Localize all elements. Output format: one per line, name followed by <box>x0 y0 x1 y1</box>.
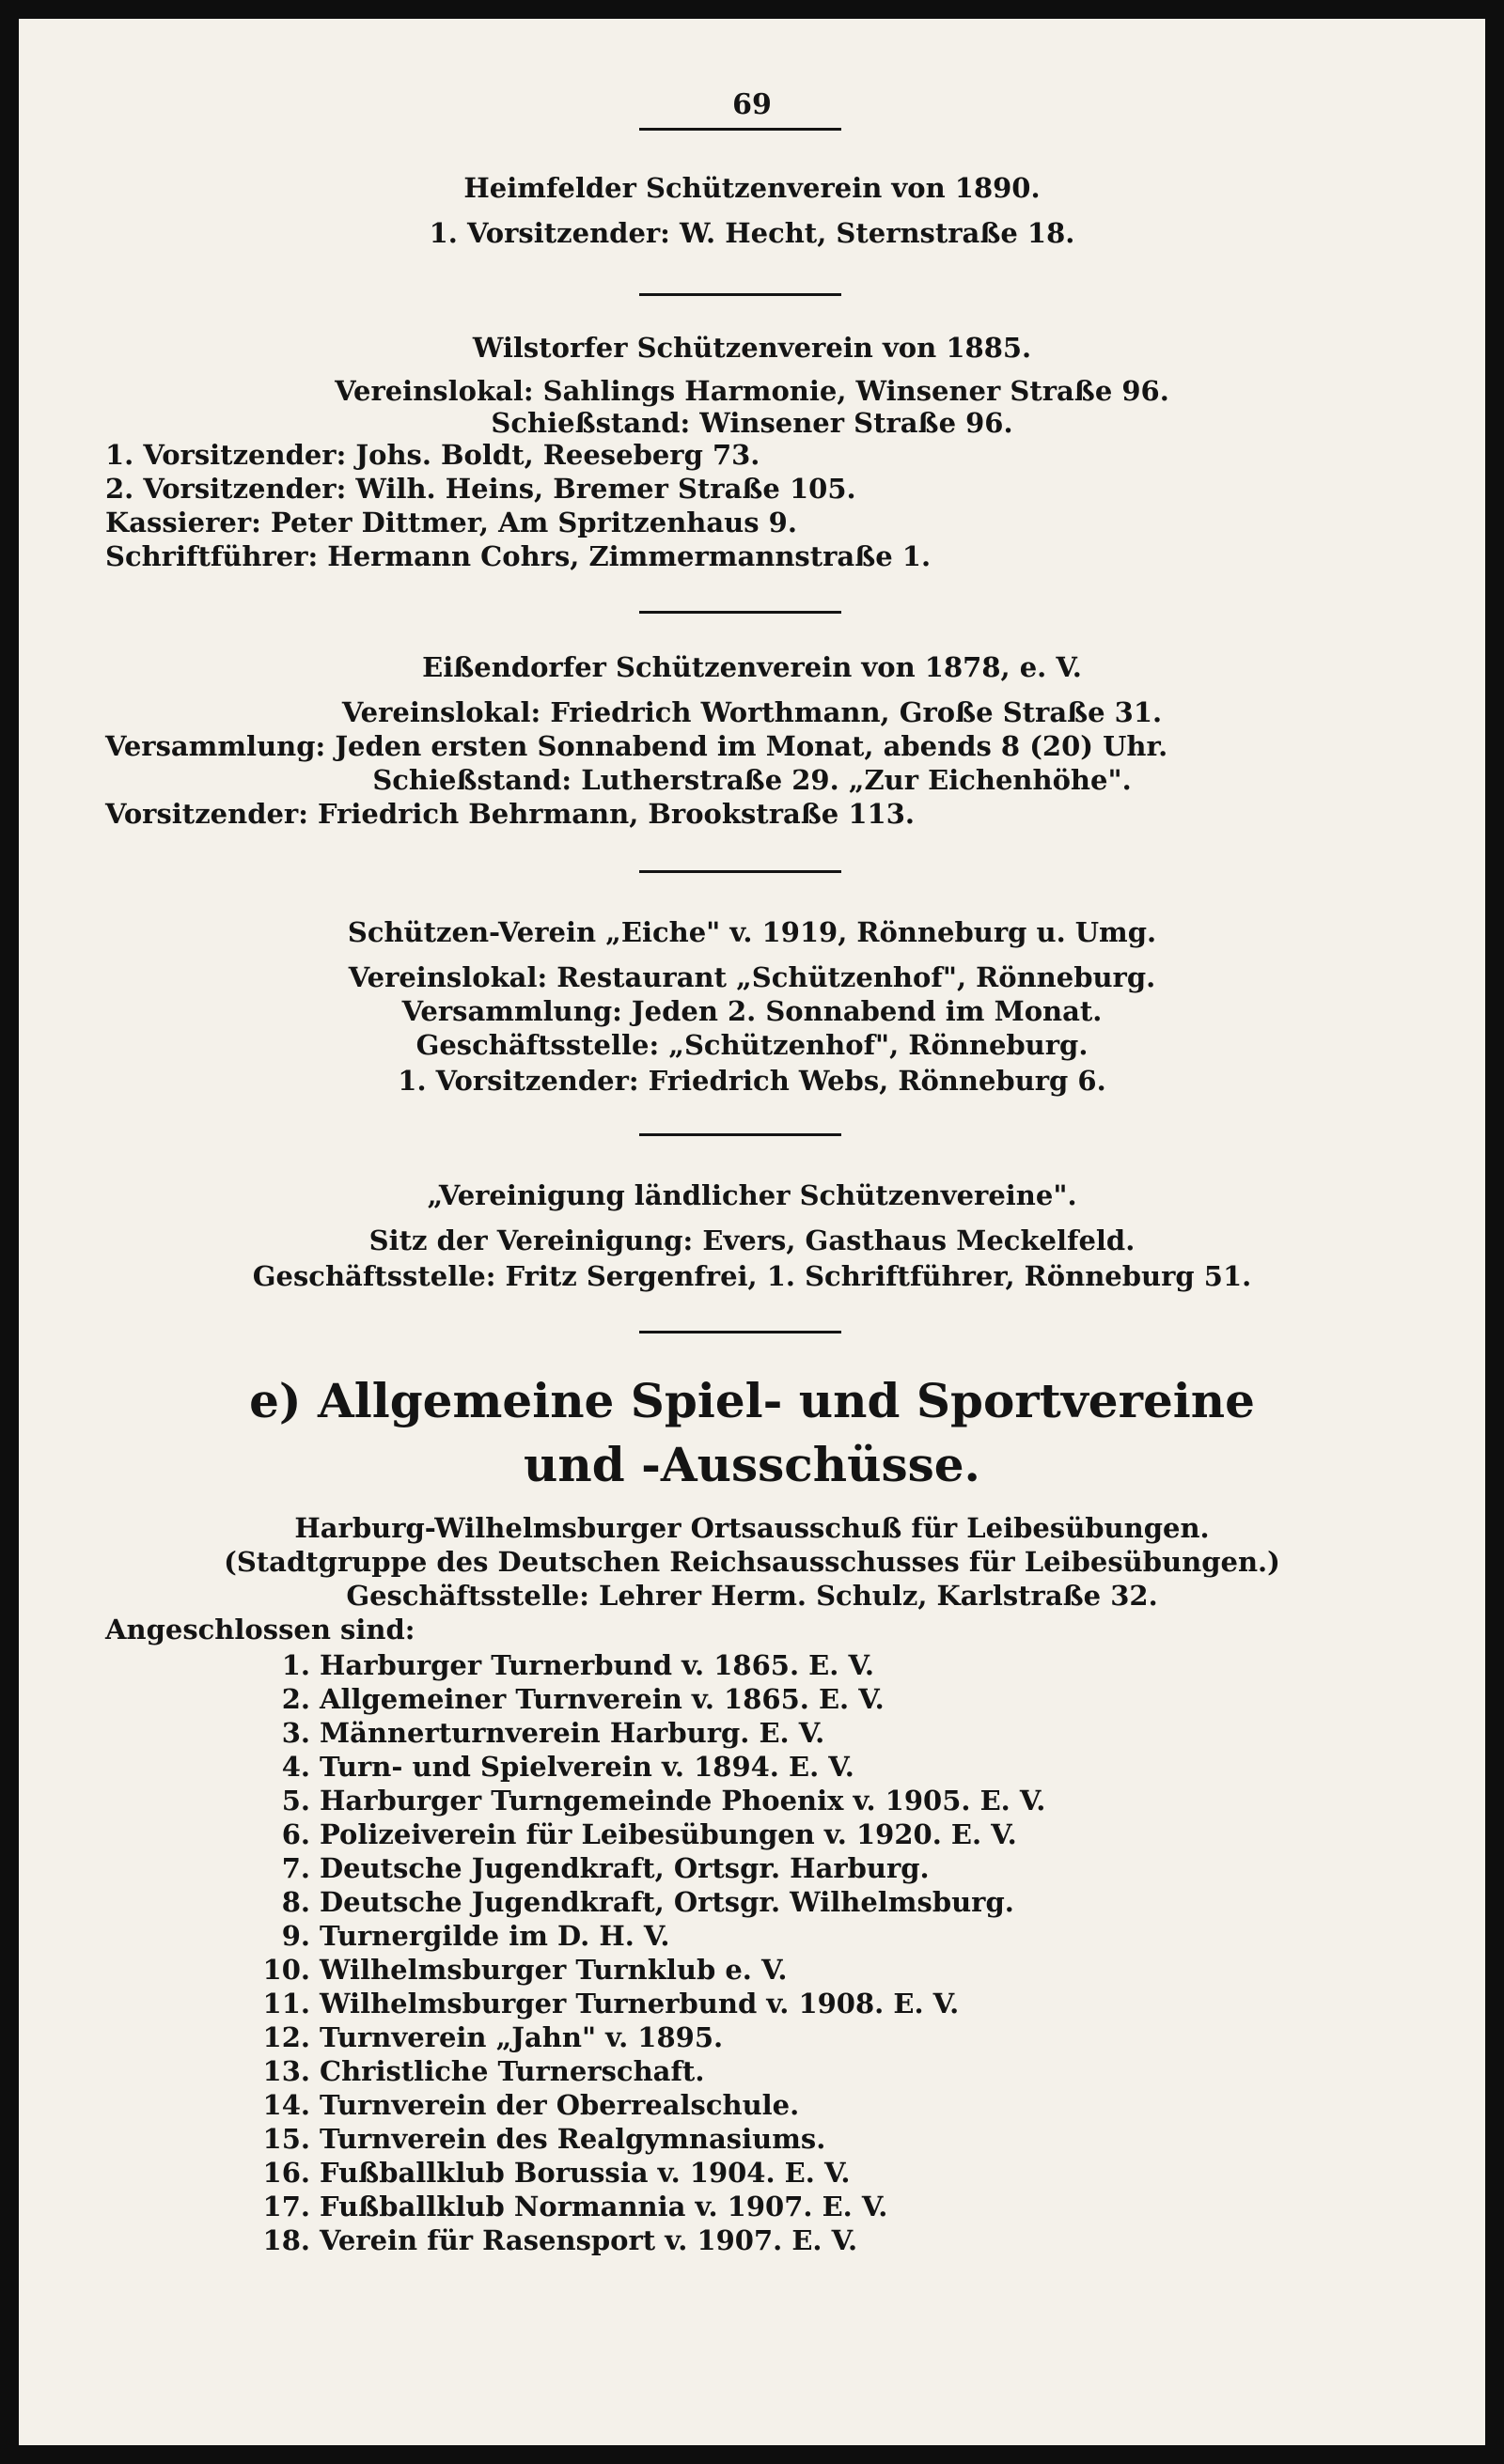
club-line: Versammlung: Jeden ersten Sonnabend im Monat, abends 8 (20) Uhr. <box>105 730 1168 762</box>
item-number: 18. <box>262 2224 310 2256</box>
list-item <box>244 2190 1184 2223</box>
list-item <box>244 1784 1184 1817</box>
item-number: 4. <box>281 1751 310 1783</box>
club-line: 1. Vorsitzender: Friedrich Webs, Rönneburg 6. <box>398 1065 1106 1097</box>
list-item <box>244 1919 1184 1953</box>
club-line: Schriftführer: Hermann Cohrs, Zimmermannstraße 1. <box>105 540 932 572</box>
club-line: Sitz der Vereinigung: Evers, Gasthaus Meckelfeld. <box>368 1224 1136 1256</box>
scanned-page <box>19 19 1485 2445</box>
item-text: Turnergilde im D. H. V. <box>320 1920 670 1952</box>
list-item <box>244 1716 1184 1750</box>
item-number: 5. <box>281 1785 310 1817</box>
club-title: Wilstorfer Schützenverein von 1885. <box>472 332 1032 364</box>
list-item <box>244 2020 1184 2054</box>
list-item <box>244 1987 1184 2020</box>
item-number: 16. <box>262 2157 310 2189</box>
item-text: Turnverein der Oberrealschule. <box>320 2089 800 2121</box>
club-line: Geschäftsstelle: „Schützenhof", Rönneburg. <box>415 1029 1089 1061</box>
item-number: 12. <box>262 2021 310 2053</box>
section-heading-cont: und -Ausschüsse. <box>524 1437 980 1492</box>
divider <box>639 870 841 873</box>
item-number: 13. <box>262 2055 310 2087</box>
item-text: Fußballklub Borussia v. 1904. E. V. <box>320 2157 851 2189</box>
item-number: 7. <box>281 1852 310 1884</box>
item-text: Harburger Turngemeinde Phoenix v. 1905. E. V. <box>320 1785 1046 1817</box>
item-text: Verein für Rasensport v. 1907. E. V. <box>320 2224 858 2256</box>
list-item <box>244 2088 1184 2122</box>
item-number: 11. <box>262 1988 310 2020</box>
item-number: 9. <box>281 1920 310 1952</box>
list-item <box>244 1750 1184 1784</box>
list-item <box>244 1817 1184 1851</box>
club-line: Schießstand: Winsener Straße 96. <box>491 407 1013 439</box>
item-text: Turn- und Spielverein v. 1894. E. V. <box>320 1751 854 1783</box>
item-number: 15. <box>262 2123 310 2155</box>
club-line: 1. Vorsitzender: W. Hecht, Sternstraße 18. <box>429 217 1075 249</box>
item-text: Fußballklub Normannia v. 1907. E. V. <box>320 2191 888 2222</box>
item-number: 2. <box>281 1683 310 1715</box>
club-line: 1. Vorsitzender: Johs. Boldt, Reeseberg 73. <box>105 439 760 471</box>
item-text: Wilhelmsburger Turnerbund v. 1908. E. V. <box>320 1988 960 2020</box>
club-title: Heimfelder Schützenverein von 1890. <box>463 172 1041 204</box>
members-intro: Angeschlossen sind: <box>105 1614 415 1645</box>
org-title: Harburg-Wilhelmsburger Ortsausschuß für Leibesübungen. <box>294 1512 1210 1544</box>
org-office: Geschäftsstelle: Lehrer Herm. Schulz, Karlstraße 32. <box>346 1580 1158 1612</box>
list-item <box>244 2223 1184 2257</box>
club-line: Versammlung: Jeden 2. Sonnabend im Monat. <box>401 995 1103 1027</box>
club-line: Schießstand: Lutherstraße 29. „Zur Eichenhöhe". <box>372 764 1132 796</box>
list-item <box>244 2156 1184 2190</box>
list-item <box>244 1648 1184 1682</box>
item-text: Allgemeiner Turnverein v. 1865. E. V. <box>320 1683 885 1715</box>
item-text: Harburger Turnerbund v. 1865. E. V. <box>320 1649 874 1681</box>
club-line: Vereinslokal: Friedrich Worthmann, Große Straße 31. <box>341 696 1163 728</box>
member-list <box>244 1648 1184 2257</box>
item-number: 14. <box>262 2089 310 2121</box>
club-line: Vereinslokal: Restaurant „Schützenhof", Rönneburg. <box>348 961 1156 993</box>
list-item <box>244 1885 1184 1919</box>
club-title: Eißendorfer Schützenverein von 1878, e. V. <box>422 651 1082 683</box>
item-text: Turnverein des Realgymnasiums. <box>320 2123 826 2155</box>
club-line: Vereinslokal: Sahlings Harmonie, Winsener Straße 96. <box>335 375 1169 407</box>
item-text: Männerturnverein Harburg. E. V. <box>320 1717 825 1749</box>
item-text: Turnverein „Jahn" v. 1895. <box>320 2021 724 2053</box>
item-number: 3. <box>281 1717 310 1749</box>
item-number: 10. <box>262 1954 310 1986</box>
list-item <box>244 2054 1184 2088</box>
list-item <box>244 1682 1184 1716</box>
page-number: 69 <box>732 88 772 121</box>
club-title: Schützen-Verein „Eiche" v. 1919, Rönneburg u. Umg. <box>347 916 1157 948</box>
divider <box>639 293 841 296</box>
club-title: „Vereinigung ländlicher Schützenvereine". <box>427 1179 1077 1211</box>
club-line: 2. Vorsitzender: Wilh. Heins, Bremer Straße 105. <box>105 473 856 505</box>
list-item <box>244 1851 1184 1885</box>
item-number: 6. <box>281 1818 310 1850</box>
item-number: 17. <box>262 2191 310 2222</box>
item-number: 1. <box>281 1649 310 1681</box>
item-text: Christliche Turnerschaft. <box>320 2055 705 2087</box>
club-line: Vorsitzender: Friedrich Behrmann, Brookstraße 113. <box>105 798 915 830</box>
item-text: Polizeiverein für Leibesübungen v. 1920. E. V. <box>320 1818 1017 1850</box>
org-subtitle: (Stadtgruppe des Deutschen Reichsausschusses für Leibesübungen.) <box>224 1546 1280 1578</box>
list-item <box>244 1953 1184 1987</box>
divider <box>639 1331 841 1333</box>
club-line: Geschäftsstelle: Fritz Sergenfrei, 1. Schriftführer, Rönneburg 51. <box>252 1260 1252 1292</box>
divider <box>639 128 841 131</box>
item-number: 8. <box>281 1886 310 1918</box>
divider <box>639 611 841 614</box>
divider <box>639 1133 841 1136</box>
club-line: Kassierer: Peter Dittmer, Am Spritzenhaus 9. <box>105 507 797 538</box>
item-text: Wilhelmsburger Turnklub e. V. <box>320 1954 788 1986</box>
list-item <box>244 2122 1184 2156</box>
item-text: Deutsche Jugendkraft, Ortsgr. Wilhelmsburg. <box>320 1886 1014 1918</box>
section-heading: e) Allgemeine Spiel- und Sportvereine <box>249 1373 1255 1428</box>
item-text: Deutsche Jugendkraft, Ortsgr. Harburg. <box>320 1852 930 1884</box>
